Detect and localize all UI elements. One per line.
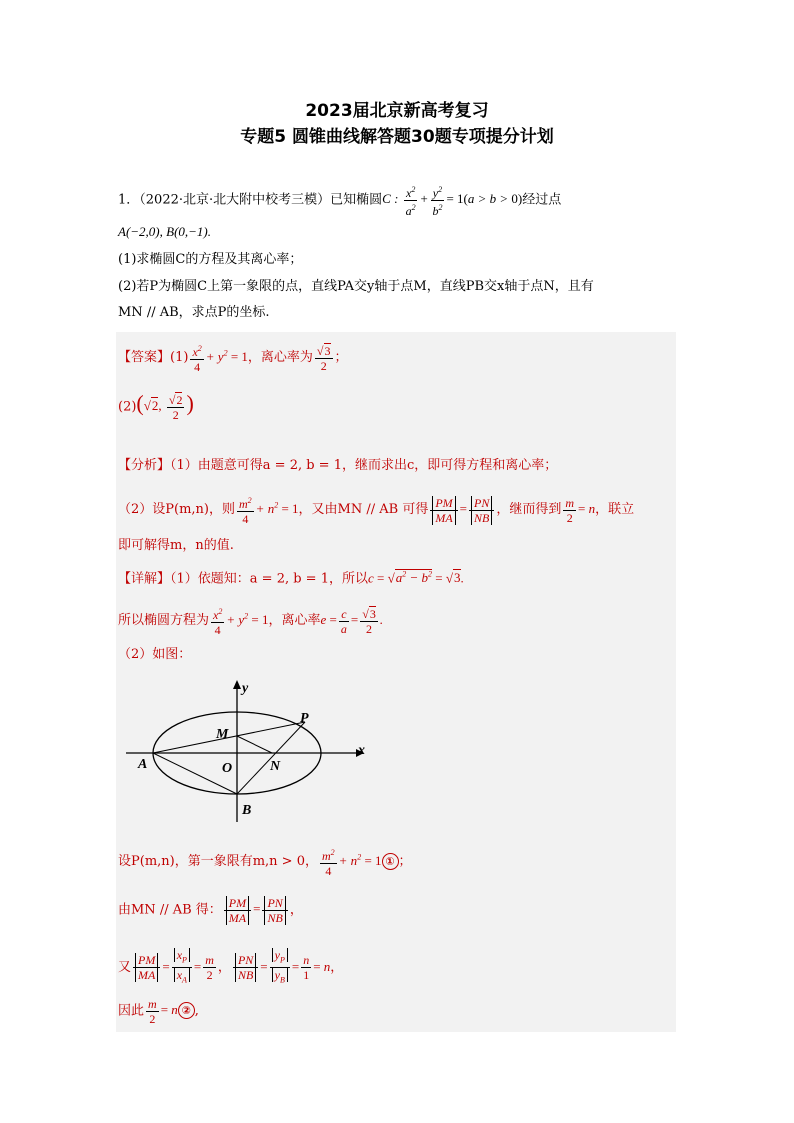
label-O: O <box>222 761 233 776</box>
analysis-eq-1: $\frac{m^2}{4}$ + $n^2 = 1$ <box>239 496 299 526</box>
detail-eq-5: $\frac{m}{2}$ = n <box>148 997 178 1026</box>
detail-eq-1: $\frac{m^2}{4}$ + $n^2 = 1$ <box>321 848 382 878</box>
answer-part1-prefix: (1) <box>170 349 189 365</box>
detail-text-6a: 又 <box>118 959 132 975</box>
detail-line3: （2）如图： <box>118 647 192 662</box>
question-1: (1)求椭圆C的方程及其离心率； <box>118 252 303 267</box>
page-title-line1: 2023届北京新高考复习 <box>305 101 489 121</box>
detail-eq-3: $\frac{PM}{MA}$ = $\frac{x_P}{x_A}$ = $\frac{m}{2}$ <box>131 959 218 974</box>
analysis-text-1: （1）由题意可得a = 2, b = 1，继而求出c，即可得方程和离心率； <box>170 458 558 473</box>
detail-text-2a: 所以椭圆方程为 <box>118 612 210 628</box>
answer-part1-end: ； <box>334 349 348 365</box>
detail-line6: 又 $\frac{PM}{MA}$ = $\frac{x_P}{x_A}$ = $\frac{m}{2}$ ， $\frac{PN}{NB}$ = $\frac{y_P}{y_B}$ = $\frac{n}{1}$ = n， <box>118 948 344 985</box>
detail-eq-2: $\frac{PM}{MA}$ = $\frac{PN}{NB}$ <box>222 901 290 916</box>
analysis-text-2d: ，联立 <box>595 501 635 517</box>
analysis-tag: 【分析】 <box>118 458 171 473</box>
analysis-text-2a: （2）设P(m,n)，则 <box>118 501 235 517</box>
detail-text-7a: 因此 <box>118 1003 145 1019</box>
answer-point-close: ) <box>186 390 194 416</box>
answer-point: ( <box>136 390 144 416</box>
answer-part1 <box>118 342 348 374</box>
analysis-line1 <box>118 456 557 476</box>
answer-part2 <box>118 390 194 422</box>
detail-text-4a: 设P(m,n)，第一象限有m,n > 0， <box>118 853 318 869</box>
label-P: P <box>300 711 309 726</box>
detail-eccentricity: e = $\frac{c}{a}$ = $\frac{√3}{2}$ . <box>320 606 384 636</box>
answer-part1-mid: ，离心率为 <box>247 349 313 365</box>
label-x: x <box>358 743 365 758</box>
line-AP <box>153 722 305 753</box>
problem-stem <box>118 183 561 218</box>
label-A: A <box>138 757 148 772</box>
label-M: M <box>216 727 229 742</box>
analysis-line3: 即可解得m，n的值. <box>118 538 234 553</box>
analysis-text-2b: ，又由MN // AB 可得 <box>298 501 429 517</box>
problem-stem-tail: 经过点 <box>522 192 562 208</box>
answer-point-coords: √2, $\frac{√2}{2}$ <box>143 393 183 422</box>
ellipse-figure <box>118 676 378 826</box>
page-title-line2: 专题5 圆锥曲线解答题30题专项提分计划 <box>240 127 554 147</box>
detail-c-value: $c = √a^2 - b^2 = √3$. <box>367 570 464 586</box>
label-B: B <box>242 803 252 818</box>
detail-tag: 【详解】 <box>118 571 171 587</box>
detail-text-2b: ，离心率 <box>268 612 321 628</box>
problem-number: 1． <box>118 192 140 208</box>
answer-part2-prefix: (2) <box>118 399 137 415</box>
line-MN <box>237 736 272 753</box>
problem-points: A(−2,0), B(0,−1). <box>118 224 211 239</box>
question-2-line1: (2)若P为椭圆C上第一象限的点，直线PA交y轴于点M，直线PB交x轴于点N，且有 <box>118 279 594 294</box>
detail-line7: 因此 $\frac{m}{2}$ = n ② , <box>118 997 199 1026</box>
detail-text-1: （1）依题知：a = 2, b = 1，所以 <box>170 571 368 587</box>
problem-stem-text: 已知椭圆 <box>330 192 383 208</box>
circle-2: ② <box>178 1002 195 1019</box>
answer-ellipse-eq: $\frac{x^2}{4}$ + $y^2 = 1$ <box>192 344 248 374</box>
detail-line5: 由MN // AB 得： $\frac{PM}{MA}$ = $\frac{PN}{NB}$ ， <box>118 896 303 925</box>
analysis-text-2c: ，继而得到 <box>496 501 562 517</box>
detail-line4: 设P(m,n)，第一象限有m,n > 0， $\frac{m^2}{4}$ + $n^2 = 1$ ① ； <box>118 848 412 878</box>
analysis-eq-3: $\frac{m}{2}$ = n <box>565 495 596 525</box>
label-N: N <box>270 759 281 774</box>
analysis-line2 <box>118 494 634 526</box>
detail-ellipse-eq: $\frac{x^2}{4}$ + $y^2 = 1$ <box>213 607 269 637</box>
detail-line2 <box>118 605 383 637</box>
analysis-eq-2: $\frac{PM}{MA}$ = $\frac{PN}{NB}$ <box>428 501 496 516</box>
detail-line1 <box>118 565 464 589</box>
answer-tag: 【答案】 <box>118 349 171 365</box>
question-2-line2: MN // AB，求点P的坐标. <box>118 305 270 320</box>
problem-source: （2022·北京·北大附中校考三模） <box>139 192 331 208</box>
detail-text-5a: 由MN // AB 得： <box>118 902 222 918</box>
y-axis-arrow <box>233 680 241 689</box>
circle-1: ① <box>382 853 399 870</box>
detail-eq-4: $\frac{PN}{NB}$ = $\frac{y_P}{y_B}$ = $\frac{n}{1}$ = n <box>231 959 330 974</box>
answer-eccentricity: $\frac{√3}{2}$ <box>316 343 331 373</box>
ellipse-equation: C : $\frac{x^2}{a^2}$ + $\frac{y^2}{b^2}$ = 1(a > b > 0) <box>382 185 523 218</box>
label-y: y <box>242 681 249 696</box>
